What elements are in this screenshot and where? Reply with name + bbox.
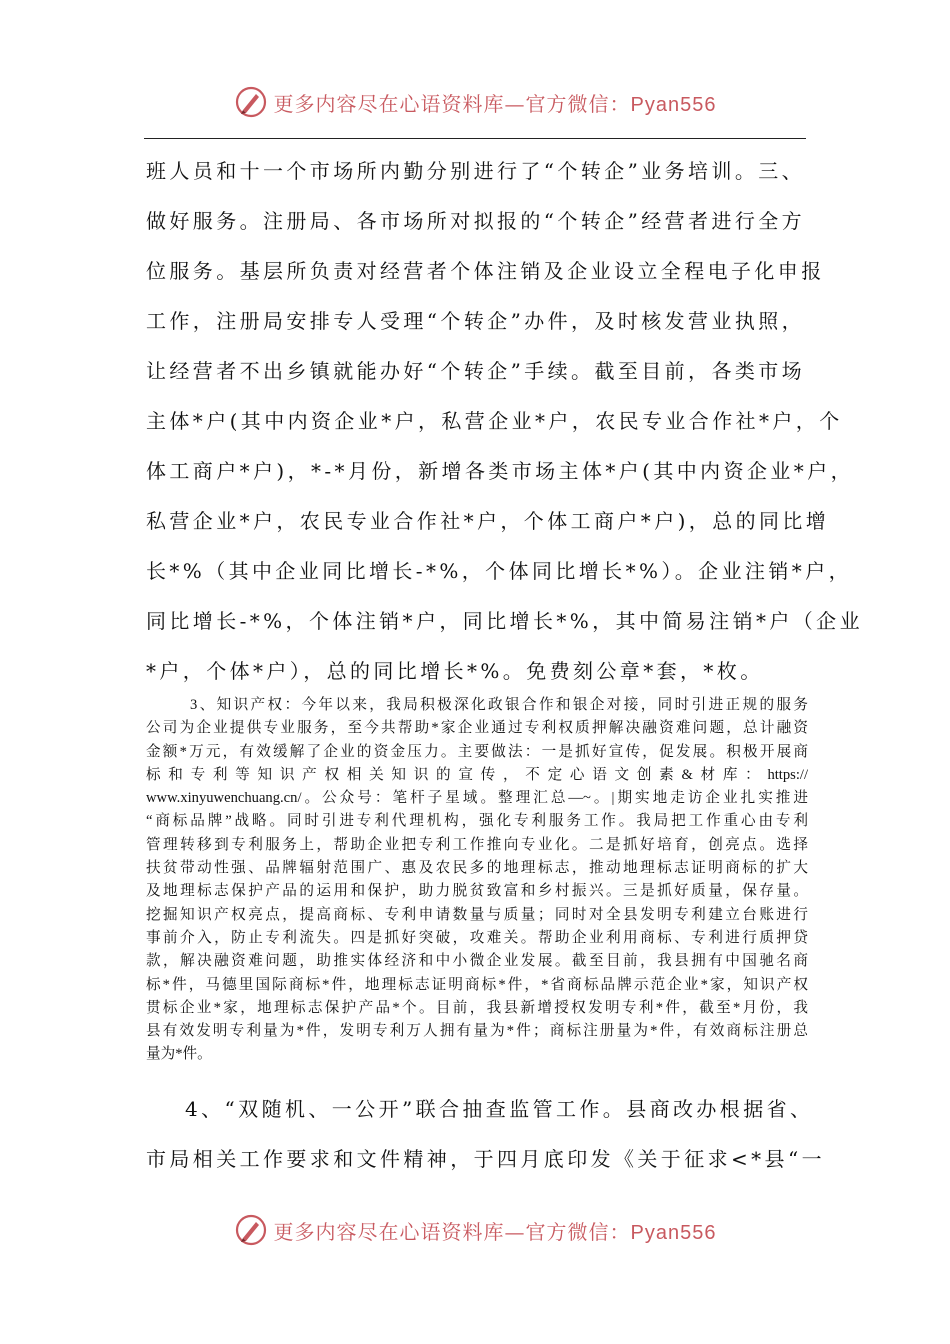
footer-banner-text bbox=[274, 1216, 717, 1245]
text-line: “商标品牌”战略。同时引进专利代理机构，强化专利服务工作。我局把工作重心由专利 bbox=[146, 813, 808, 830]
text-line: 管理转移到专利服务上，帮助企业把专利工作推向专业化。二是抓好培育，创亮点。选择 bbox=[146, 836, 808, 853]
text-line: 4、“双随机、一公开”联合抽查监管工作。县商改办根据省、 bbox=[146, 1097, 814, 1121]
text-line: 金额*万元，有效缓解了企业的资金压力。主要做法：一是抓好宣传，促发展。积极开展商 bbox=[146, 743, 808, 760]
text-line: 位服务。基层所负责对经营者个体注销及企业设立全程电子化申报 bbox=[146, 259, 825, 283]
text-line: 班人员和十一个市场所内勤分别进行了“个转企”业务培训。三、 bbox=[146, 159, 806, 183]
text-line: 扶贫带动性强、品牌辐射范围广、惠及农民多的地理标志，推动地理标志证明商标的扩大 bbox=[146, 860, 808, 877]
header-banner-main: 更多内容尽在心语资料库—官方微信： bbox=[273, 91, 631, 116]
paragraph-1 bbox=[146, 146, 863, 696]
text-line: 款，解决融资难问题，助推实体经济和中小微企业发展。截至目前，我县拥有中国驰名商 bbox=[146, 953, 808, 970]
text-line: 市局相关工作要求和文件精神，于四月底印发《关于征求<*县“一 bbox=[146, 1147, 825, 1171]
header-divider bbox=[144, 138, 806, 139]
text-line: 挖掘知识产权亮点，提高商标、专利申请数量与质量；同时对全县发明专利建立台账进行 bbox=[146, 906, 808, 923]
text-line: 主体*户(其中内资企业*户，私营企业*户，农民专业合作社*户，个 bbox=[146, 409, 843, 433]
footer-banner-main: 更多内容尽在心语资料库—官方微信： bbox=[273, 1219, 631, 1244]
text-line: 长*%（其中企业同比增长-*%，个体同比增长*%）。企业注销*户， bbox=[146, 559, 852, 583]
text-line: 及地理标志保护产品的运用和保护，助力脱贫致富和乡村振兴。三是抓好质量，保存量。 bbox=[146, 883, 808, 900]
text-line: *户，个体*户），总的同比增长*%。免费刻公章*套，*枚。 bbox=[146, 659, 764, 683]
text-line: 同比增长-*%，个体注销*户，同比增长*%，其中简易注销*户（企业 bbox=[146, 609, 863, 633]
text-line: 标和专利等知识产权相关知识的宣传，不定心语文创素&材库：https:// bbox=[146, 766, 808, 783]
text-line: www.xinyuwenchuang.cn/。公众号：笔杆子星域。整理汇总—~。|期实地走访企业扎实推进 bbox=[146, 790, 808, 807]
text-line: 贯标企业*家，地理标志保护产品*个。目前，我县新增授权发明专利*件，截至*月份，我 bbox=[146, 999, 808, 1016]
text-line: 体工商户*户)，*-*月份，新增各类市场主体*户(其中内资企业*户， bbox=[146, 459, 854, 483]
text-line: 公司为企业提供专业服务，至今共帮助*家企业通过专利权质押解决融资难问题，总计融资 bbox=[146, 720, 808, 737]
paragraph-3 bbox=[146, 1084, 825, 1184]
text-line: 私营企业*户，农民专业合作社*户，个体工商户*户)，总的同比增 bbox=[146, 509, 830, 533]
pen-logo-icon bbox=[234, 85, 268, 119]
text-line: 标*件，马德里国际商标*件，地理标志证明商标*件，*省商标品牌示范企业*家，知识产权 bbox=[146, 976, 808, 993]
header-banner-text bbox=[274, 88, 717, 117]
header-banner-wechat: Pyan556 bbox=[630, 93, 717, 116]
text-line: 工作，注册局安排专人受理“个转企”办件，及时核发营业执照， bbox=[146, 309, 806, 333]
text-line: 3、知识产权：今年以来，我局积极深化政银合作和银企对接，同时引进正规的服务 bbox=[190, 697, 808, 713]
text-line: 县有效发明专利量为*件，发明专利万人拥有量为*件；商标注册量为*件，有效商标注册总 bbox=[146, 1023, 808, 1040]
text-line: 事前介入，防止专利流失。四是抓好突破，攻难关。帮助企业利用商标、专利进行质押贷 bbox=[146, 929, 808, 946]
text-line: 量为*件。 bbox=[146, 1046, 212, 1063]
pen-logo-icon bbox=[234, 1213, 268, 1247]
text-line: 让经营者不出乡镇就能办好“个转企”手续。截至目前，各类市场 bbox=[146, 359, 806, 383]
footer-banner-wechat: Pyan556 bbox=[630, 1221, 717, 1244]
footer-banner bbox=[0, 1208, 950, 1252]
paragraph-2 bbox=[146, 694, 808, 1067]
header-banner bbox=[0, 80, 950, 124]
text-line: 做好服务。注册局、各市场所对拟报的“个转企”经营者进行全方 bbox=[146, 209, 806, 233]
